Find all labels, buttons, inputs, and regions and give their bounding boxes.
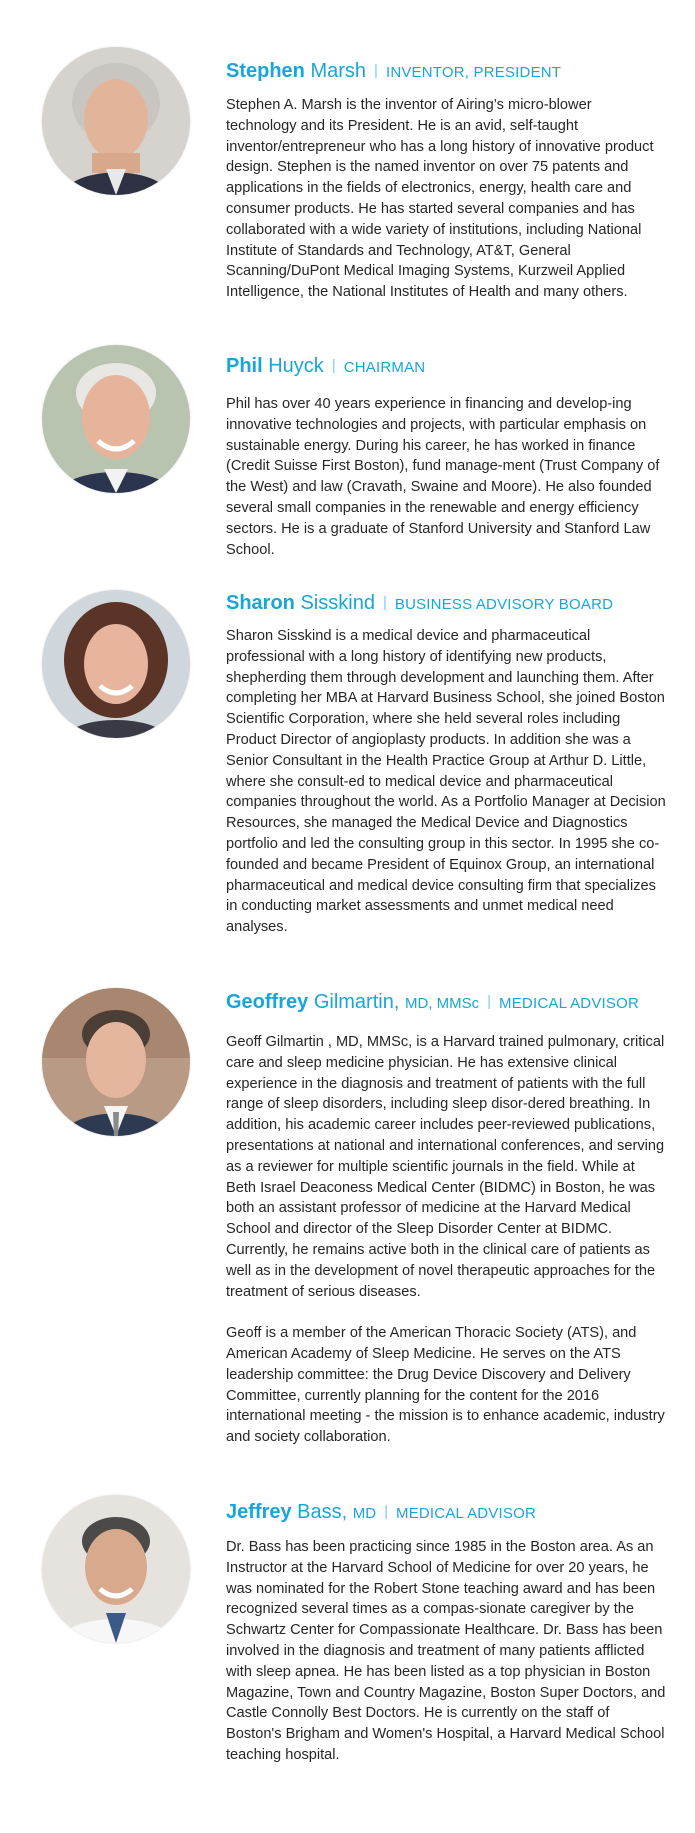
first-name: Stephen — [226, 60, 305, 82]
bio-paragraph: Stephen A. Marsh is the inventor of Airing’s micro-blower technology and its President. He is an avid, self-taught inventor/entrepreneur who has a long history of innovative product design. Stephen is the named inventor on over 75 patents and applications in the fields of electronics, energy, health care and consumer products. He has started several companies and has collaborated with a wide variety of institutions, including National Institute of Standards and Technology, AT&T, General Scanning/DuPont Medical Imaging Systems, Kurzweil Applied Intelligence, the National Institutes of Health and many others. — [226, 97, 654, 301]
person-heading — [226, 1499, 666, 1527]
portrait-photo — [42, 1495, 190, 1643]
person-heading — [226, 989, 666, 1017]
role-title: INVENTOR, PRESIDENT — [385, 64, 562, 81]
last-name: Huyck — [268, 355, 324, 377]
separator: | — [331, 357, 336, 374]
person-heading — [226, 58, 666, 86]
portrait-photo — [42, 590, 190, 738]
bio-paragraph: Geoff Gilmartin , MD, MMSc, is a Harvard trained pulmonary, critical care and sleep medicine physician. He has extensive clinical experience in the diagnosis and treatment of patients with the full range of sleep disorders, including sleep disor-dered breathing. In addition, his academic career includes peer-reviewed publications, presentations at national and international conferences, and serving as a reviewer for multiple scientific journals in the field. While at Beth Israel Deaconess Medical Center (BIDMC) in Boston, he was both an assistant professor of medicine at the Harvard Medical School and director of the Sleep Disorder Center at BIDMC. Currently, he remains active both in the clinical care of patients as well as in the development of novel therapeutic approaches for the treatment of serious diseases. — [226, 1034, 665, 1300]
credentials: MD, MMSc — [404, 995, 480, 1012]
last-name: Bass, — [297, 1501, 348, 1523]
person-heading — [226, 353, 666, 381]
role-title: MEDICAL ADVISOR — [396, 1505, 536, 1522]
separator: | — [374, 62, 378, 79]
bio-paragraph: Geoff is a member of the American Thoracic Society (ATS), and American Academy of Sleep Medicine. He serves on the ATS leadership committee: the Drug Device Discovery and Delivery Committee, currently planning for the content for the 2016 international meeting - the mission is to enhance academic, industry and society collaboration. — [226, 1325, 665, 1446]
role-title: BUSINESS ADVISORY BOARD — [394, 596, 614, 613]
person-heading — [226, 590, 666, 618]
first-name: Jeffrey — [226, 1501, 292, 1523]
bio-paragraph: Dr. Bass has been practicing since 1985 in the Boston area. As an Instructor at the Harvard School of Medicine for over 20 years, he was nominated for the Robert Stone teaching award and has been recognized several times as a compas-sionate caregiver by the Schwartz Center for Compassionate Healthcare. Dr. Bass has been involved in the diagnosis and treatment of many patients afflicted with sleep apnea. He has been listed as a top physician in Boston Magazine, Town and Country Magazine, Boston Super Doctors, and Castle Connolly Best Doctors. He is currently on the staff of Boston's Brigham and Women's Hospital, a Harvard Medical School teaching hospital. — [226, 1539, 666, 1763]
first-name: Phil — [226, 355, 263, 377]
separator: | — [384, 1503, 388, 1520]
first-name: Geoffrey — [226, 991, 309, 1013]
last-name: Marsh — [310, 60, 367, 82]
portrait-photo — [42, 47, 190, 195]
last-name: Sisskind — [300, 592, 375, 614]
bio-paragraph: Phil has over 40 years experience in financing and develop-ing innovative technologies and projects, with particular emphasis on sustainable energy. During his career, he has worked in finance (Credit Suisse First Boston), fund manage-ment (Trust Company of the West) and law (Cravath, Swaine and Moore). He also founded several small companies in the renewable and energy efficiency sectors. He is a graduate of Stanford University and Stanford Law School. — [226, 396, 660, 558]
bio-paragraph: Sharon Sisskind is a medical device and pharmaceutical professional with a long history of identifying new products, shepherding them through development and launching them. After completing her MBA at Harvard Business School, she joined Boston Scientific Corporation, where she held several roles including Product Director of angioplasty products. In addition she was a Senior Consultant in the Health Practice Group at Arthur D. Little, where she consult-ed to medical device and pharmaceutical companies throughout the world. As a Portfolio Manager at Decision Resources, she managed the Medical Device and Diagnostics portfolio and led the consulting group in this sector. In 1995 she co-founded and became President of Equinox Group, an international pharmaceutical and medical device consulting firm that specializes in conducting market assessments and unmet medical need analyses. — [226, 628, 666, 936]
role-title: CHAIRMAN — [343, 359, 426, 376]
portrait-photo — [42, 988, 190, 1136]
role-title: MEDICAL ADVISOR — [499, 995, 640, 1012]
credentials: MD — [352, 1505, 377, 1522]
separator: | — [487, 993, 492, 1010]
separator: | — [382, 594, 387, 611]
last-name: Gilmartin, — [313, 991, 400, 1013]
first-name: Sharon — [226, 592, 295, 614]
portrait-photo — [42, 345, 190, 493]
